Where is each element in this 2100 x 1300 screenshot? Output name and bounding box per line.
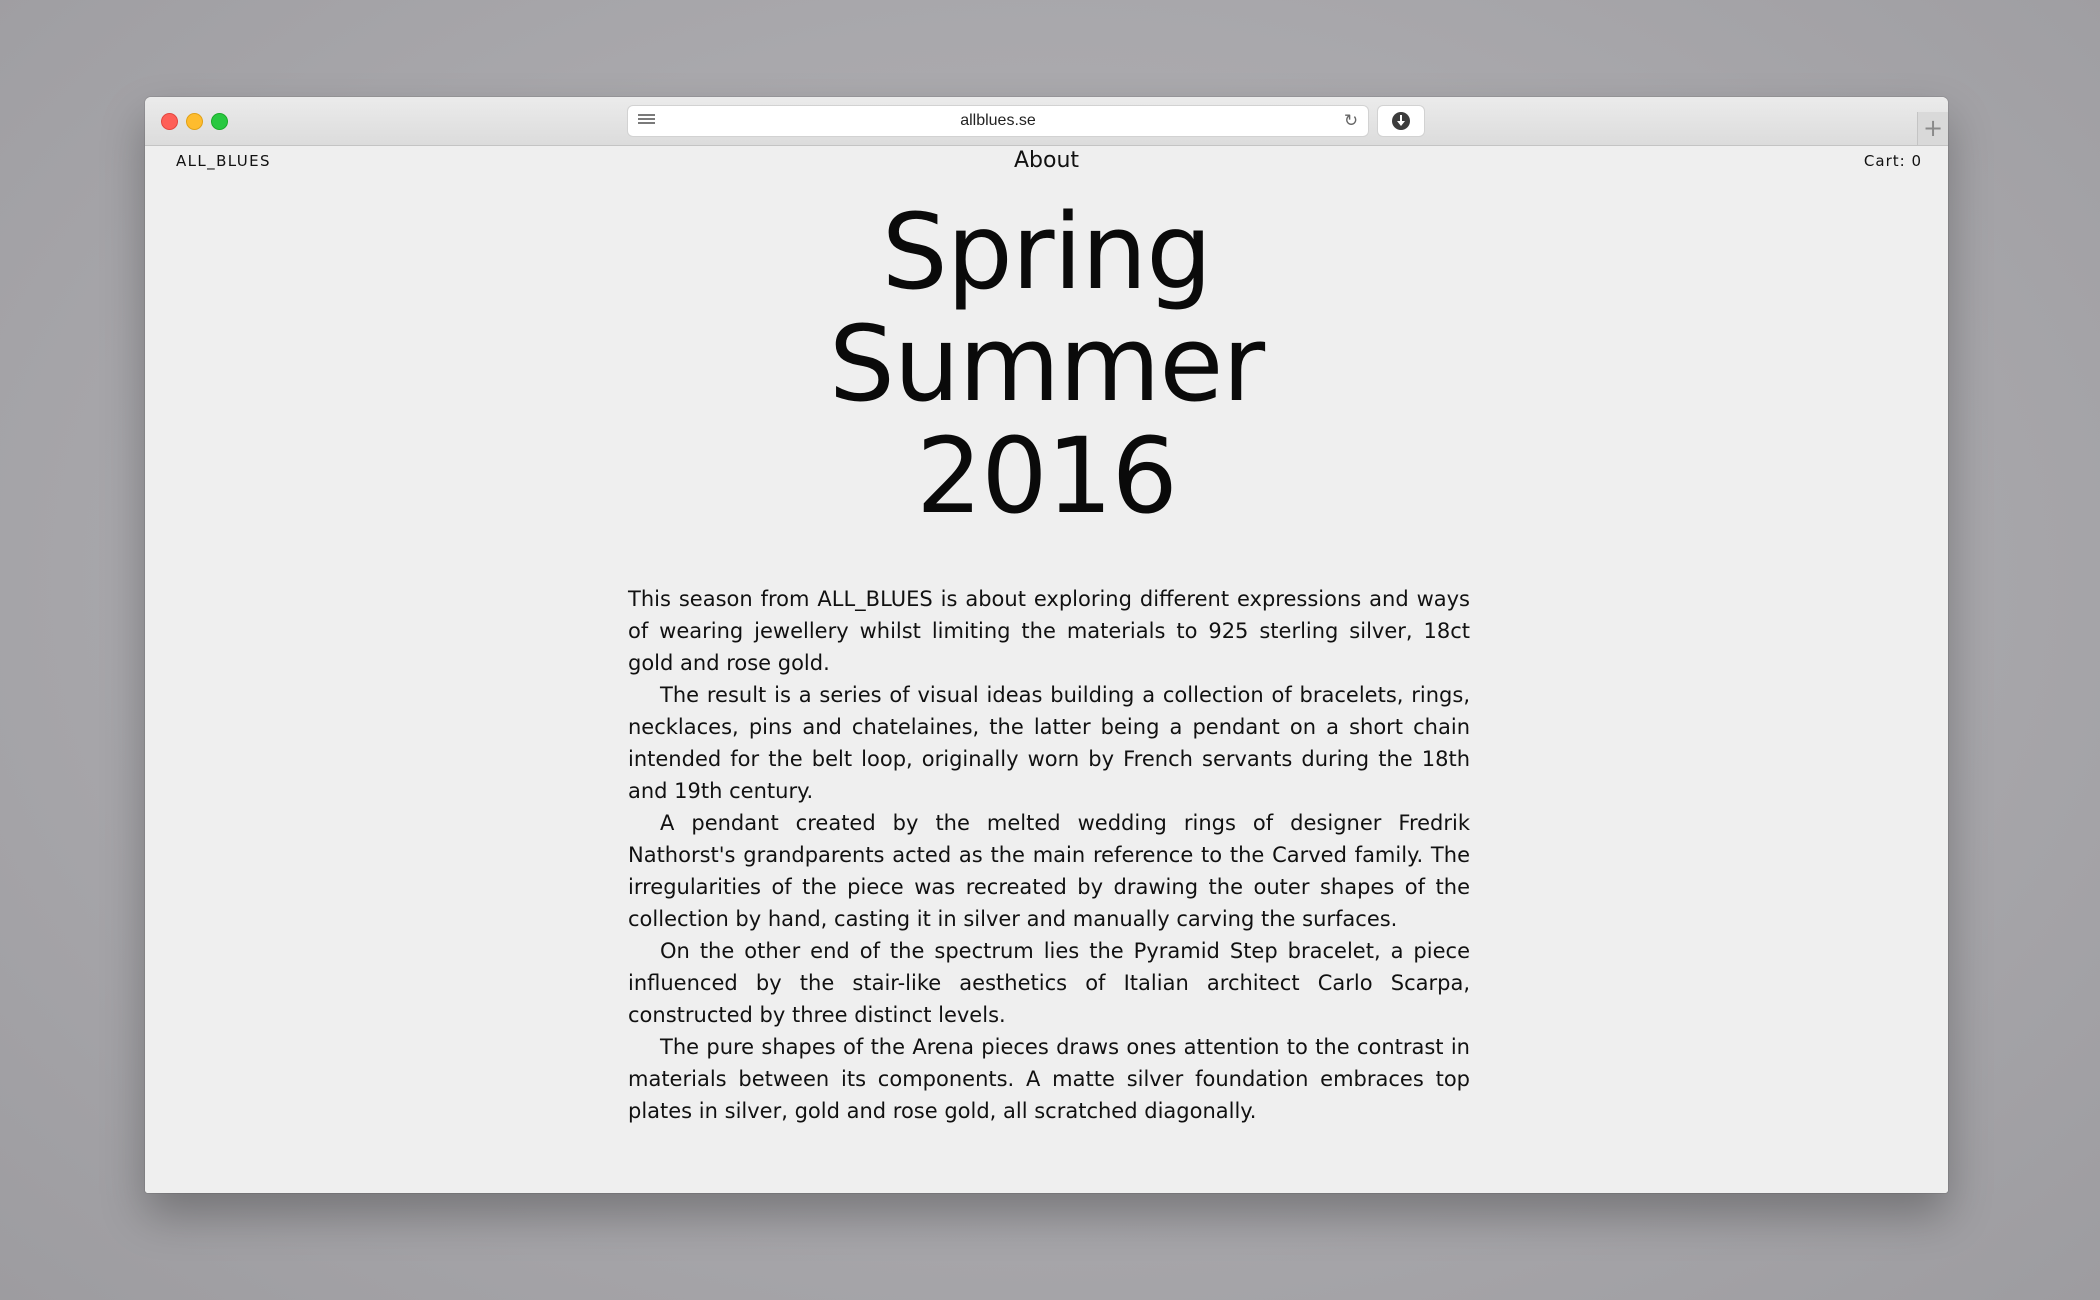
new-tab-button[interactable]	[1917, 112, 1948, 145]
title-line: 2016	[916, 415, 1177, 537]
reload-icon[interactable]: ↻	[1343, 111, 1359, 131]
article-paragraph: A pendant created by the melted wedding rings of designer Fredrik Nathorst's grandparents acted as the main reference to the Carved family. The irregularities of the piece was recreated by drawing the outer shapes of the collection by hand, casting it in silver and manually carving the surfaces.	[628, 811, 1470, 931]
close-window-button[interactable]	[161, 113, 178, 130]
browser-toolbar	[145, 97, 1948, 146]
plus-icon: +	[1922, 114, 1944, 142]
browser-window	[145, 97, 1948, 1193]
cart-link[interactable]: Cart: 0	[1863, 152, 1922, 170]
minimize-window-button[interactable]	[186, 113, 203, 130]
article-paragraph: The result is a series of visual ideas building a collection of bracelets, rings, necklaces, pins and chatelaines, the latter being a pendant on a short chain intended for the belt loop, originally worn by French servants during the 18th and 19th century.	[628, 683, 1470, 803]
downloads-button[interactable]	[1378, 106, 1424, 136]
article-paragraph: On the other end of the spectrum lies the Pyramid Step bracelet, a piece influenced by the stair-like aesthetics of Italian architect Carlo Scarpa, constructed by three distinct levels.	[628, 939, 1470, 1027]
address-bar[interactable]	[628, 106, 1368, 136]
web-page	[145, 146, 1948, 1193]
page-title	[145, 191, 1948, 537]
url-text[interactable]: allblues.se	[960, 112, 1036, 129]
title-line: Summer	[828, 303, 1265, 425]
article-paragraph: The pure shapes of the Arena pieces draws ones attention to the contrast in materials between its components. A matte silver foundation embraces top plates in silver, gold and rose gold, all scratched diagonally.	[628, 1035, 1470, 1123]
title-line: Spring	[881, 191, 1212, 313]
article-body	[628, 583, 1470, 1127]
maximize-window-button[interactable]	[211, 113, 228, 130]
article-paragraph: This season from ALL_BLUES is about exploring different expressions and ways of wearing jewellery whilst limiting the materials to 925 sterling silver, 18ct gold and rose gold.	[628, 587, 1470, 675]
download-icon	[1392, 112, 1410, 130]
site-logo-link[interactable]: ALL_BLUES	[176, 152, 271, 170]
nav-about-link[interactable]: About	[1013, 148, 1080, 173]
